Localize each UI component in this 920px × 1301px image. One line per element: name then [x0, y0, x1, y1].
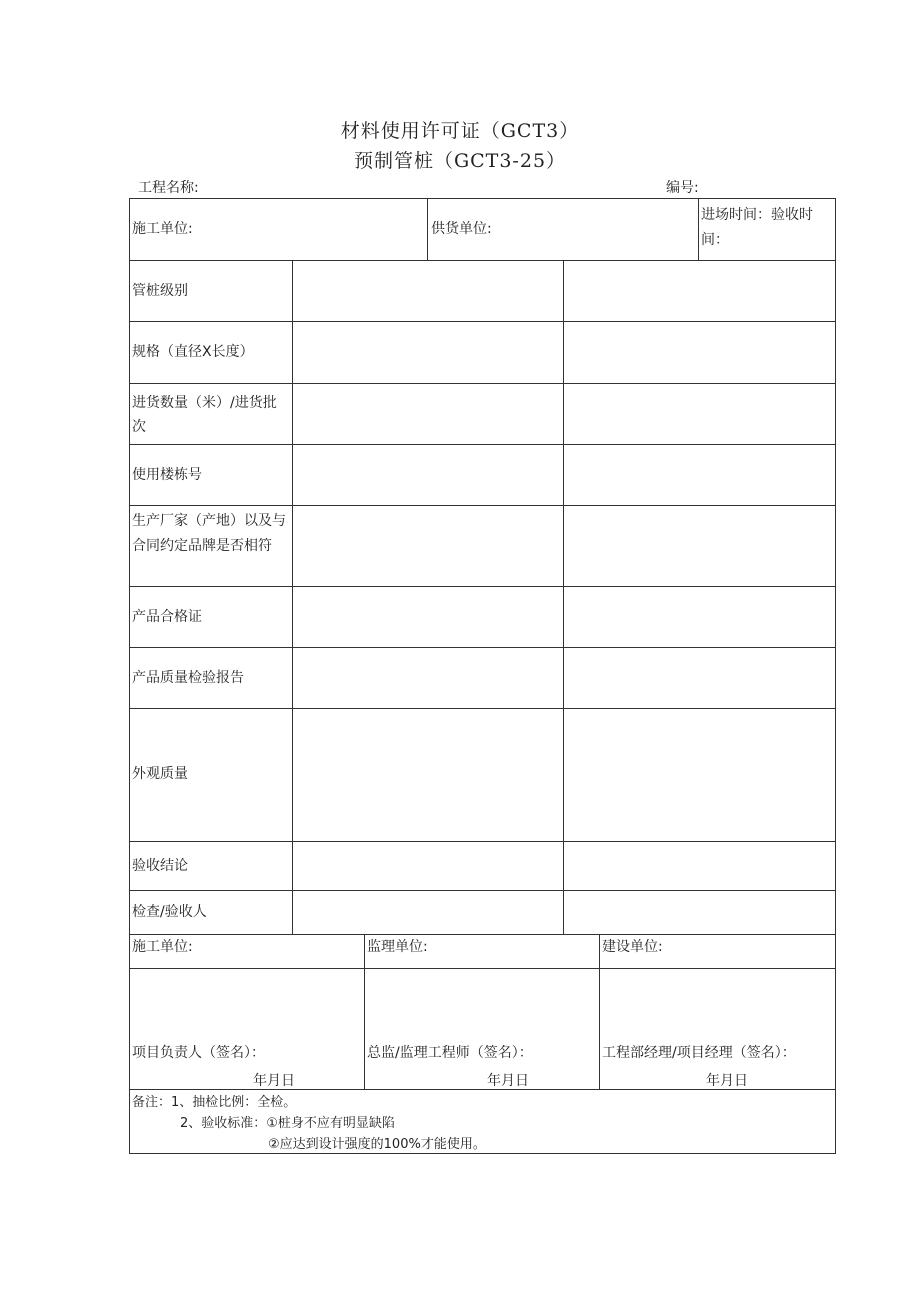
sig-construction-date: 年月日	[253, 1073, 295, 1089]
item-manufacturer: 生产厂家（产地）以及与合同约定品牌是否相符	[132, 513, 286, 554]
row-divider	[129, 444, 836, 445]
col-divider	[292, 260, 293, 934]
construction-unit-label: 施工单位:	[132, 221, 193, 237]
item-quantity-batch: 进货数量（米）/进货批次	[132, 395, 277, 435]
row-divider	[129, 586, 836, 587]
row-divider	[129, 647, 836, 648]
col-divider	[599, 934, 600, 1089]
border-bottom	[129, 1153, 836, 1154]
row-divider	[129, 968, 836, 969]
row-divider	[129, 934, 836, 935]
remarks-line-3: ②应达到设计强度的100%才能使用。	[268, 1137, 486, 1152]
permit-form	[129, 198, 836, 1154]
col-divider	[563, 260, 564, 934]
entry-time-label: 进场时间：验收时间：	[701, 207, 813, 248]
sig-owner-date: 年月日	[706, 1073, 748, 1089]
item-inspection-report: 产品质量检验报告	[132, 670, 244, 686]
row-divider	[129, 260, 836, 261]
sig-construction-signer: 项目负责人（签名）：	[132, 1045, 265, 1061]
col-divider	[364, 934, 365, 1089]
sig-owner-unit: 建设单位:	[602, 939, 663, 955]
sig-owner-signer: 工程部经理/项目经理（签名）：	[602, 1045, 796, 1061]
row-divider	[129, 841, 836, 842]
item-acceptance-conclusion: 验收结论	[132, 858, 188, 874]
item-appearance-quality: 外观质量	[132, 766, 188, 782]
item-pile-grade: 管桩级别	[132, 283, 188, 299]
border-left	[129, 198, 130, 1154]
item-building-number: 使用楼栋号	[132, 467, 202, 483]
remarks-line-1: 备注：1、抽检比例：全检。	[132, 1095, 297, 1110]
supplier-unit-label: 供货单位:	[431, 221, 492, 237]
remarks-line-2: 2、验收标准：①桩身不应有明显缺陷	[180, 1116, 395, 1131]
col-divider	[427, 198, 428, 260]
document-title: 材料使用许可证（GCT3）	[340, 120, 580, 142]
item-inspector: 检查/验收人	[132, 904, 207, 920]
col-divider	[698, 198, 699, 260]
item-certificate: 产品合格证	[132, 609, 202, 625]
row-divider	[129, 321, 836, 322]
border-right	[835, 198, 836, 1154]
document-subtitle: 预制管桩（GCT3-25）	[353, 150, 567, 172]
row-divider	[129, 708, 836, 709]
item-specification: 规格（直径X长度）	[132, 344, 254, 360]
row-divider	[129, 890, 836, 891]
sig-supervision-date: 年月日	[487, 1073, 529, 1089]
number-label: 编号:	[666, 180, 699, 196]
project-name-label: 工程名称:	[138, 180, 199, 196]
sig-supervision-unit: 监理单位:	[367, 939, 428, 955]
sig-construction-unit: 施工单位:	[132, 939, 193, 955]
row-divider	[129, 505, 836, 506]
row-divider	[129, 383, 836, 384]
border-top	[129, 198, 836, 199]
sig-supervision-signer: 总监/监理工程师（签名）：	[367, 1045, 533, 1061]
